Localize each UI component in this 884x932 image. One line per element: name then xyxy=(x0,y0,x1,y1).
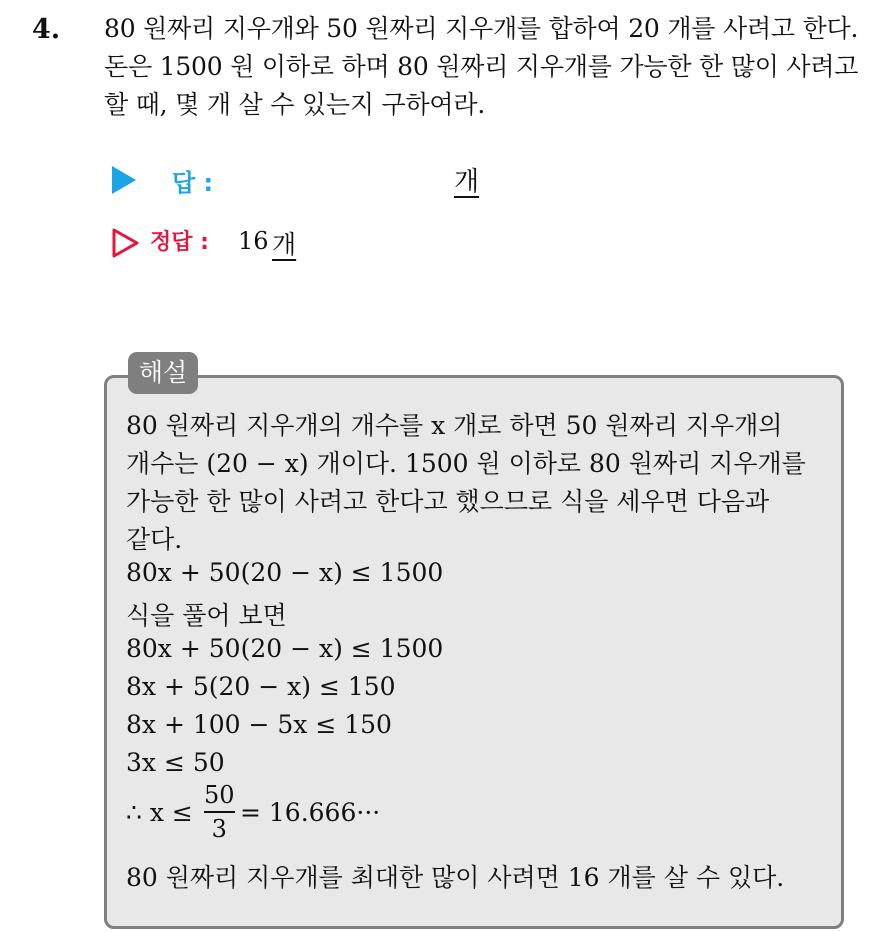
question-line: 돈은 1500 원 이하로 하며 80 원짜리 지우개를 가능한 한 많이 사려고 xyxy=(104,52,859,81)
solution-line: 개수는 (20 − x) 개이다. 1500 원 이하로 80 원짜리 지우개를 xyxy=(126,449,806,478)
correct-answer-value: 16 xyxy=(238,227,269,255)
play-triangle-icon xyxy=(112,166,136,194)
solution-therefore: ∴ x ≤ xyxy=(126,798,193,827)
solution-tab: 해설 xyxy=(128,352,198,394)
solution-line: 식을 풀어 보면 xyxy=(126,601,287,630)
question-line: 할 때, 몇 개 살 수 있는지 구하여라. xyxy=(104,90,486,119)
correct-answer-label: 정답 : xyxy=(150,230,209,255)
fraction-bar xyxy=(204,811,235,813)
solution-equation: 8x + 100 − 5x ≤ 150 xyxy=(126,710,392,739)
solution-line: 80 원짜리 지우개의 개수를 x 개로 하면 50 원짜리 지우개의 xyxy=(126,411,783,440)
solution-line: 같다. xyxy=(126,525,183,554)
solution-fraction xyxy=(204,780,235,844)
fraction-numerator: 50 xyxy=(204,781,235,809)
question-text xyxy=(104,10,874,124)
outline-triangle-icon xyxy=(112,228,140,258)
solution-equation: 80x + 50(20 − x) ≤ 1500 xyxy=(126,634,444,663)
question-line: 80 원짜리 지우개와 50 원짜리 지우개를 합하여 20 개를 사려고 한다. xyxy=(104,14,859,43)
question-number: 4. xyxy=(32,14,61,45)
solution-equation: 3x ≤ 50 xyxy=(126,748,225,777)
fraction-denominator: 3 xyxy=(211,815,227,843)
correct-answer-row xyxy=(112,222,532,266)
correct-answer-unit: 개 xyxy=(272,230,297,259)
solution-equation: 8x + 5(20 − x) ≤ 150 xyxy=(126,672,396,701)
solution-line: 가능한 한 많이 사려고 한다고 했으므로 식을 세우면 다음과 xyxy=(126,487,770,516)
answer-row xyxy=(112,160,532,204)
answer-unit: 개 xyxy=(454,167,480,197)
solution-equation: = 16.666··· xyxy=(240,798,381,827)
solution-equation: 80x + 50(20 − x) ≤ 1500 xyxy=(126,558,444,587)
solution-conclusion: 80 원짜리 지우개를 최대한 많이 사려면 16 개를 살 수 있다. xyxy=(126,863,785,892)
answer-label: 답 : xyxy=(172,169,214,197)
